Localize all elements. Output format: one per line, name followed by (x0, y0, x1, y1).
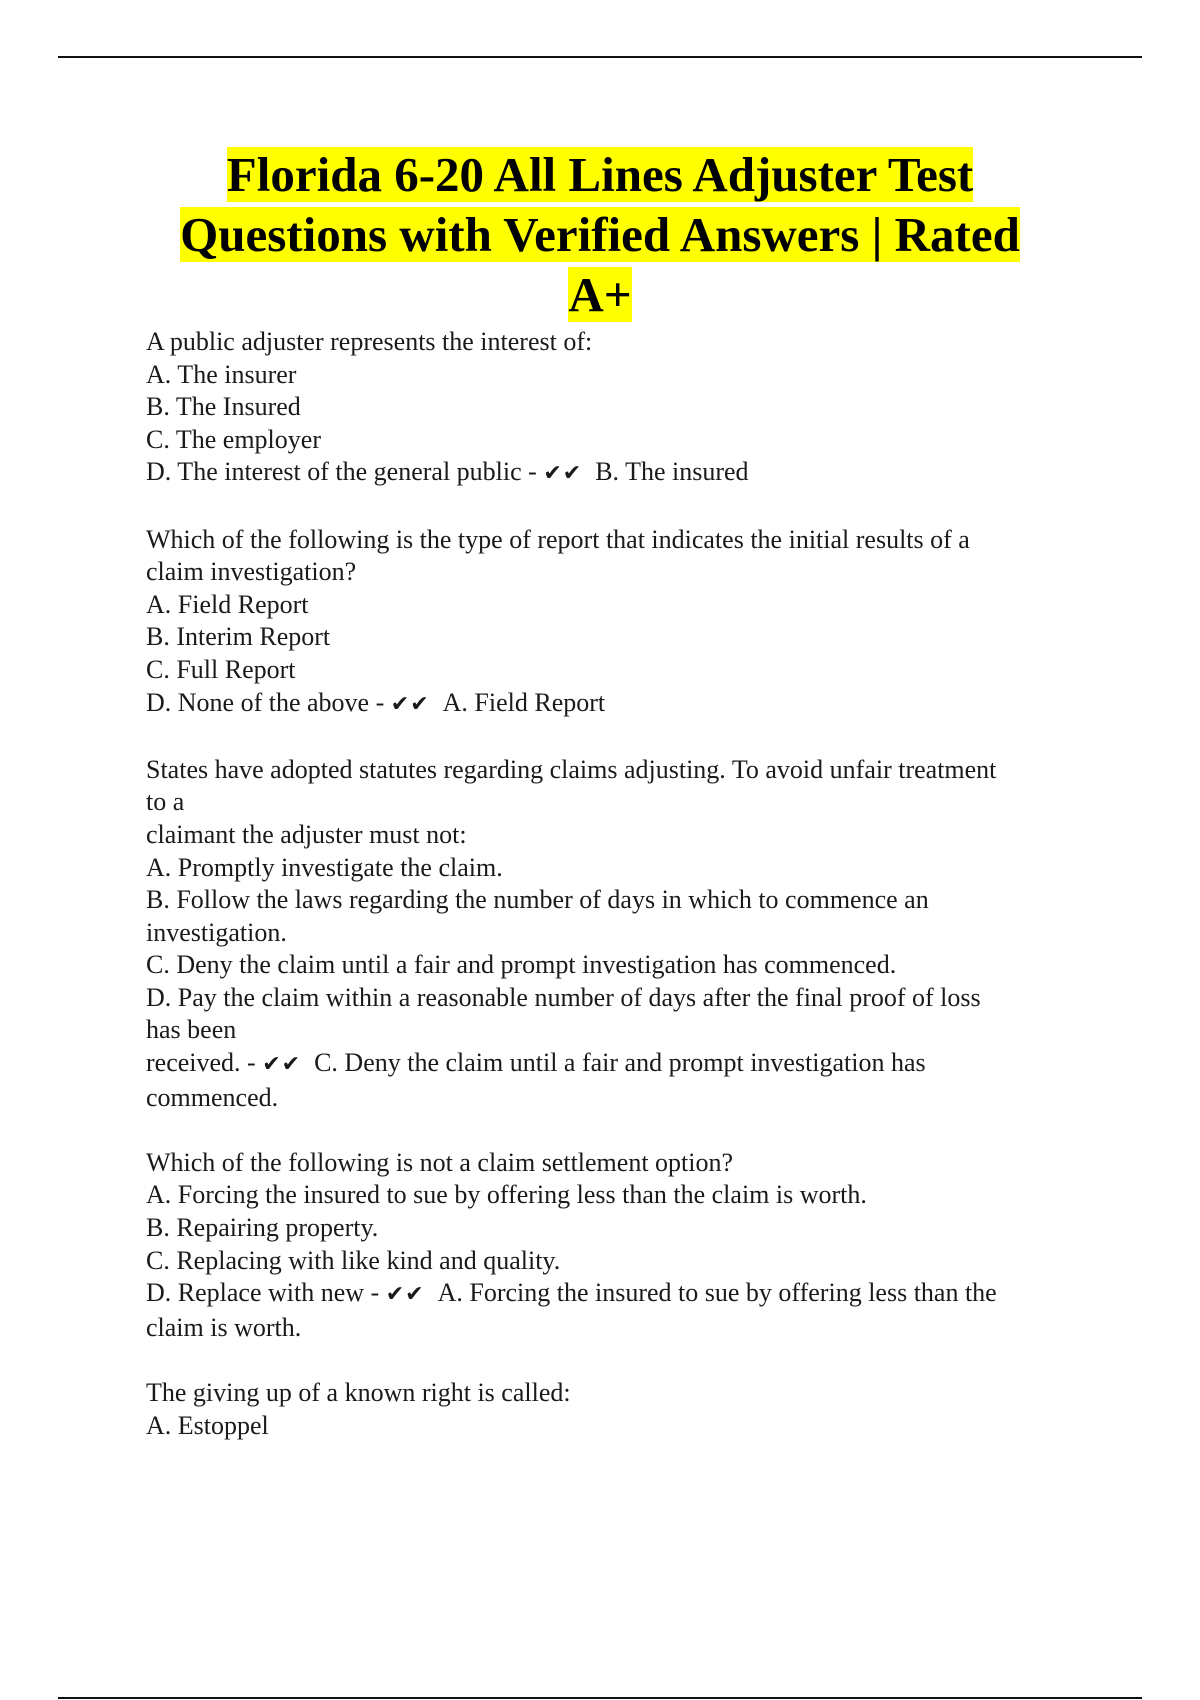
question-2-answer-line (146, 687, 1086, 722)
question-1-answer-prefix: D. The interest of the general public - (146, 457, 544, 487)
question-3-line-9: has been (146, 1015, 237, 1045)
question-3-line-2: to a (146, 787, 185, 817)
question-2-line-3: A. Field Report (146, 589, 309, 619)
question-3-line-4: A. Promptly investigate the claim. (146, 852, 503, 882)
question-1-line-4: C. The employer (146, 424, 321, 454)
document-title (100, 145, 1100, 325)
bottom-rule (58, 1697, 1142, 1699)
question-3-line-7: C. Deny the claim until a fair and prompt investigation has commenced. (146, 950, 897, 980)
question-3-line-8: D. Pay the claim within a reasonable number of days after the final proof of loss (146, 982, 981, 1012)
check-icon: ✔✔ (262, 1052, 302, 1078)
question-4-answer-continuation: claim is worth. (146, 1312, 302, 1342)
question-1-line-3: B. The Insured (146, 392, 301, 422)
question-2-line-2: claim investigation? (146, 557, 357, 587)
question-3-line-5: B. Follow the laws regarding the number of days in which to commence an (146, 885, 929, 915)
check-icon: ✔✔ (543, 461, 583, 487)
title-line-2: Questions with Verified Answers | Rated (180, 207, 1020, 262)
question-2-line-5: C. Full Report (146, 654, 296, 684)
question-4-line-1: Which of the following is not a claim settlement option? (146, 1147, 734, 1177)
question-1-line-2: A. The insurer (146, 359, 297, 389)
question-2-line-4: B. Interim Report (146, 622, 331, 652)
question-3-answer: C. Deny the claim until a fair and prompt investigation has (314, 1048, 926, 1078)
title-line-1: Florida 6-20 All Lines Adjuster Test (226, 147, 974, 202)
check-icon: ✔✔ (385, 1282, 425, 1308)
question-block-2 (146, 524, 1086, 722)
question-3-answer-prefix: received. - (146, 1048, 263, 1078)
question-1-line-1: A public adjuster represents the interest of: (146, 327, 593, 356)
question-5-line-2: A. Estoppel (146, 1410, 269, 1440)
question-4-line-2: A. Forcing the insured to sue by offering less than the claim is worth. (146, 1180, 867, 1210)
question-2-answer: A. Field Report (442, 687, 606, 717)
question-block-5 (146, 1377, 1086, 1442)
question-5-line-1: The giving up of a known right is called: (146, 1378, 571, 1407)
question-4-answer: A. Forcing the insured to sue by offering less than the (437, 1278, 997, 1308)
question-block-3 (146, 754, 1086, 1115)
question-2-answer-prefix: D. None of the above - (146, 687, 391, 717)
question-3-answer-continuation: commenced. (146, 1082, 279, 1112)
question-block-4 (146, 1147, 1086, 1345)
question-2-line-1: Which of the following is the type of report that indicates the initial results of a (146, 524, 970, 554)
question-3-line-1: States have adopted statutes regarding claims adjusting. To avoid unfair treatment (146, 754, 997, 784)
question-1-answer-line (146, 456, 1086, 491)
question-1-answer: B. The insured (595, 457, 749, 487)
title-line-3: A+ (568, 267, 632, 322)
question-3-line-3: claimant the adjuster must not: (146, 819, 467, 849)
question-4-answer-prefix: D. Replace with new - (146, 1278, 386, 1308)
question-3-answer-line (146, 1047, 1086, 1082)
question-list (146, 326, 1086, 1475)
top-rule (58, 56, 1142, 58)
question-4-answer-line (146, 1277, 1086, 1312)
question-3-line-6: investigation. (146, 917, 287, 947)
question-4-line-3: B. Repairing property. (146, 1213, 379, 1243)
question-block-1 (146, 326, 1086, 491)
check-icon: ✔✔ (390, 691, 430, 717)
question-4-line-4: C. Replacing with like kind and quality. (146, 1245, 561, 1275)
